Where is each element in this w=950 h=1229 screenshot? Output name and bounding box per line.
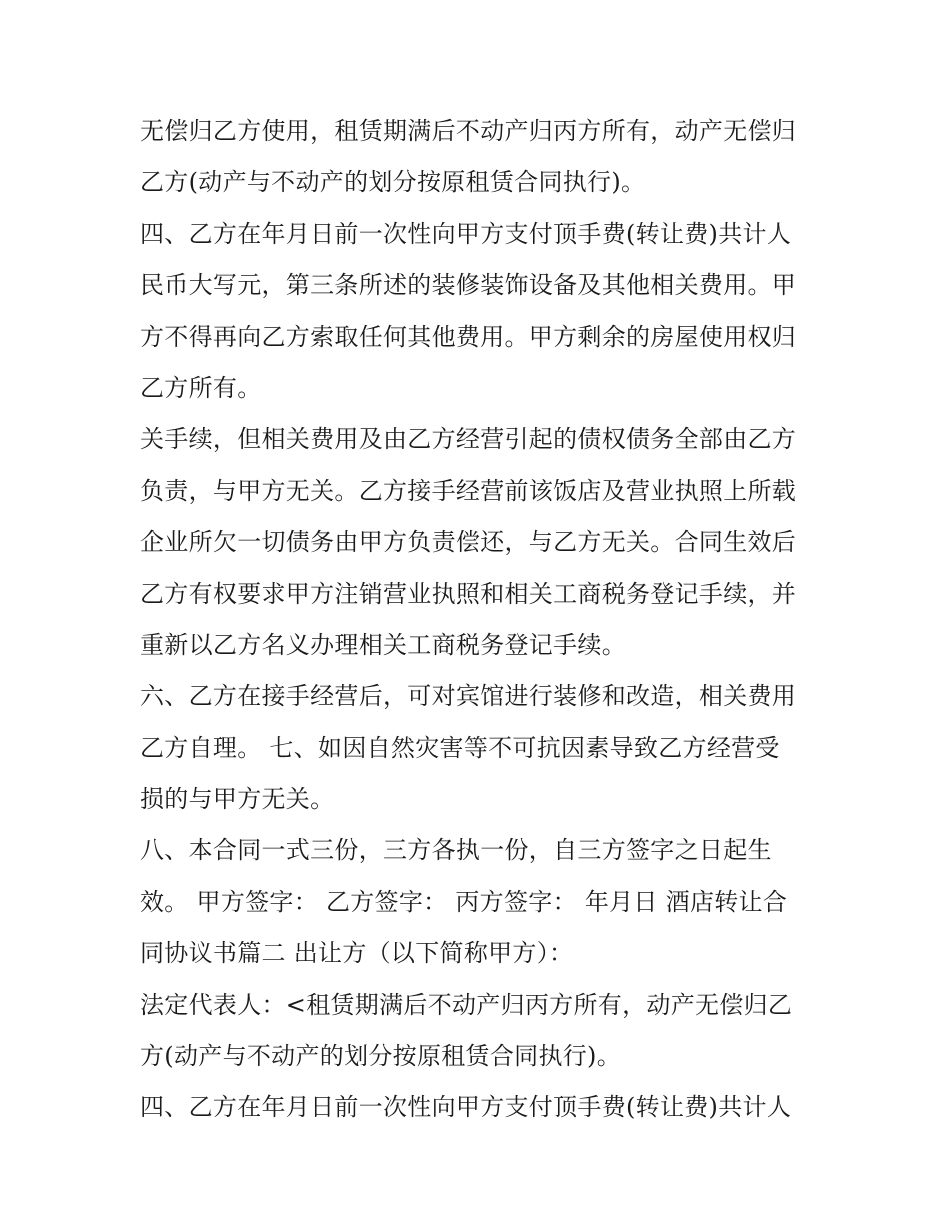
text-line: 效。 甲方签字： 乙方签字： 丙方签字： 年月日 酒店转让合 [140,887,788,916]
text-line: 乙方(动产与不动产的划分按原租赁合同执行)。 [140,168,646,197]
text-line: 乙方所有。 [140,373,262,402]
text-line: 同协议书篇二 出让方（以下简称甲方）： [140,939,574,968]
text-line: 法定代表人：<租赁期满后不动产归丙方所有，动产无偿归乙 [140,990,793,1019]
text-line: 乙方有权要求甲方注销营业执照和相关工商税务登记手续，并 [140,579,797,608]
document-body [140,106,820,1134]
text-line: 四、乙方在年月日前一次性向甲方支付顶手费(转让费)共计人 [140,219,792,248]
text-line: 企业所欠一切债务由甲方负责偿还，与乙方无关。合同生效后 [140,528,797,557]
text-line: 民币大写元，第三条所述的装修装饰设备及其他相关费用。甲 [140,271,797,300]
text-line: 方不得再向乙方索取任何其他费用。甲方剩余的房屋使用权归 [140,322,797,351]
text-line: 四、乙方在年月日前一次性向甲方支付顶手费(转让费)共计人 [140,1093,792,1122]
text-line: 八、本合同一式三份，三方各执一份，自三方签字之日起生 [140,836,772,865]
text-line: 无偿归乙方使用，租赁期满后不动产归丙方所有，动产无偿归 [140,117,797,145]
text-line: 关手续，但相关费用及由乙方经营引起的债权债务全部由乙方 [140,425,797,454]
text-line: 方(动产与不动产的划分按原租赁合同执行)。 [140,1042,622,1071]
text-line: 重新以乙方名义办理相关工商税务登记手续。 [140,630,626,659]
text-line: 负责，与甲方无关。乙方接手经营前该饭店及营业执照上所载 [140,476,797,505]
text-line: 损的与甲方无关。 [140,785,335,814]
text-line: 乙方自理。 七、如因自然灾害等不可抗因素导致乙方经营受 [140,733,780,762]
text-line: 六、乙方在接手经营后，可对宾馆进行装修和改造，相关费用 [140,682,797,711]
